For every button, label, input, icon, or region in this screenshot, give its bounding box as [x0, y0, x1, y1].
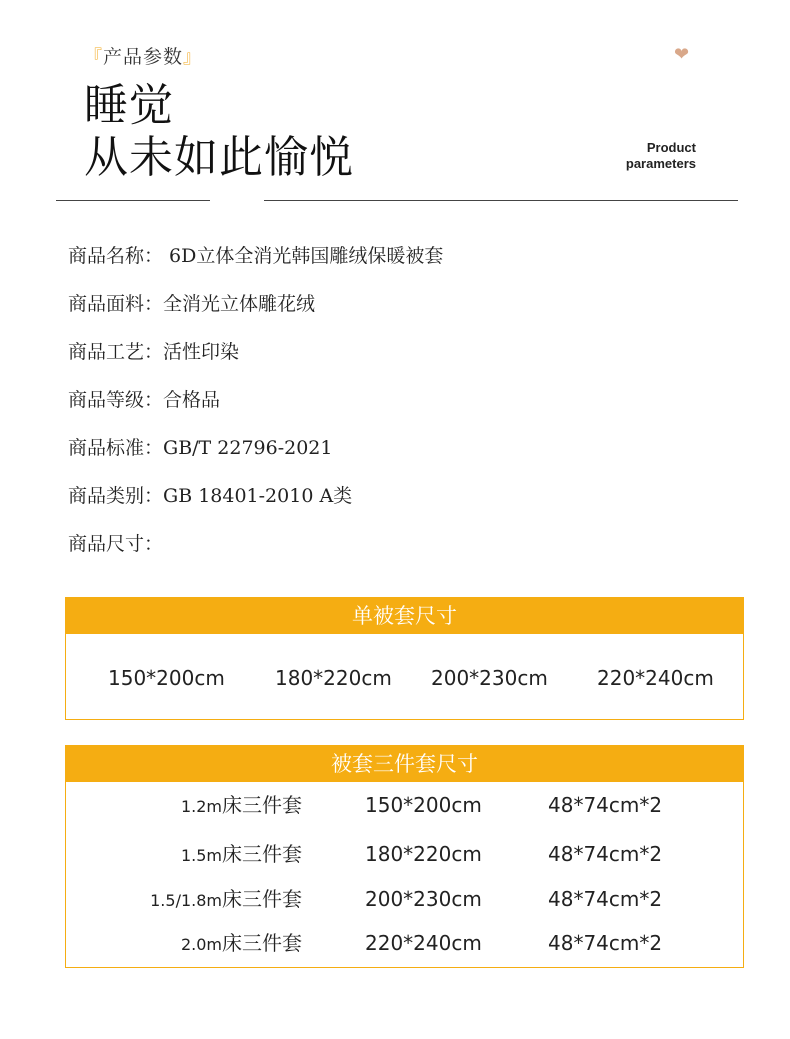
- cover-size: 150*200cm: [365, 793, 482, 817]
- section-tag: [84, 42, 202, 69]
- pillowcase-size: 48*74cm*2: [548, 793, 663, 817]
- single-size-table: [65, 597, 744, 720]
- english-subtitle-line2: parameters: [625, 156, 696, 171]
- table-row: [66, 928, 743, 958]
- spec-label: 商品工艺：: [68, 341, 164, 363]
- page-title-line2: 从未如此愉悦: [84, 132, 354, 183]
- page-title-line1: 睡觉: [84, 80, 174, 131]
- table-row: [66, 790, 743, 820]
- english-subtitle: [600, 140, 696, 172]
- cover-size: 200*230cm: [365, 887, 482, 911]
- spec-row-grade: [68, 391, 220, 410]
- single-size-cell: 180*220cm: [275, 666, 392, 690]
- set-size-table: [65, 745, 744, 968]
- heart-icon: ❤: [674, 44, 690, 65]
- set-size-table-header: 被套三件套尺寸: [66, 746, 743, 782]
- table-row: [66, 839, 743, 869]
- bed-size-label: 1.2m床三件套: [180, 793, 302, 817]
- section-tag-text: 产品参数: [103, 46, 184, 68]
- spec-label: 商品类别：: [68, 485, 164, 507]
- bracket-close: 』: [183, 47, 203, 68]
- divider-right: [264, 200, 738, 201]
- spec-row-category: [68, 487, 352, 506]
- bed-size-label: 1.5/1.8m床三件套: [150, 887, 302, 911]
- bed-size-label: 2.0m床三件套: [180, 931, 302, 955]
- single-size-cell: 220*240cm: [597, 666, 714, 690]
- english-subtitle-line1: Product: [646, 140, 696, 155]
- pillowcase-size: 48*74cm*2: [548, 887, 663, 911]
- cover-size: 220*240cm: [365, 931, 482, 955]
- single-size-cell: 200*230cm: [431, 666, 548, 690]
- spec-row-craft: [68, 343, 239, 362]
- divider-left: [56, 200, 210, 201]
- pillowcase-size: 48*74cm*2: [548, 842, 663, 866]
- table-row: [66, 884, 743, 914]
- cover-size: 180*220cm: [365, 842, 482, 866]
- spec-row-fabric: [68, 295, 315, 314]
- pillowcase-size: 48*74cm*2: [548, 931, 663, 955]
- bed-size-label: 1.5m床三件套: [180, 842, 302, 866]
- spec-label: 商品名称：: [68, 245, 164, 267]
- spec-value: GB/T 22796-2021: [163, 437, 333, 459]
- spec-label: 商品标准：: [68, 437, 164, 459]
- single-size-table-header: 单被套尺寸: [66, 598, 743, 634]
- spec-label: 商品尺寸：: [68, 533, 164, 555]
- spec-value: GB 18401-2010 A类: [163, 485, 353, 507]
- spec-value: 合格品: [163, 389, 221, 411]
- spec-value: 活性印染: [163, 341, 240, 363]
- spec-value: 6D立体全消光韩国雕绒保暖被套: [163, 245, 444, 267]
- spec-row-name: [68, 247, 443, 266]
- spec-row-standard: [68, 439, 333, 458]
- bracket-open: 『: [84, 47, 103, 68]
- spec-label: 商品等级：: [68, 389, 164, 411]
- spec-value: 全消光立体雕花绒: [163, 293, 316, 315]
- spec-row-size: [68, 535, 163, 554]
- single-size-cell: 150*200cm: [108, 666, 225, 690]
- spec-label: 商品面料：: [68, 293, 164, 315]
